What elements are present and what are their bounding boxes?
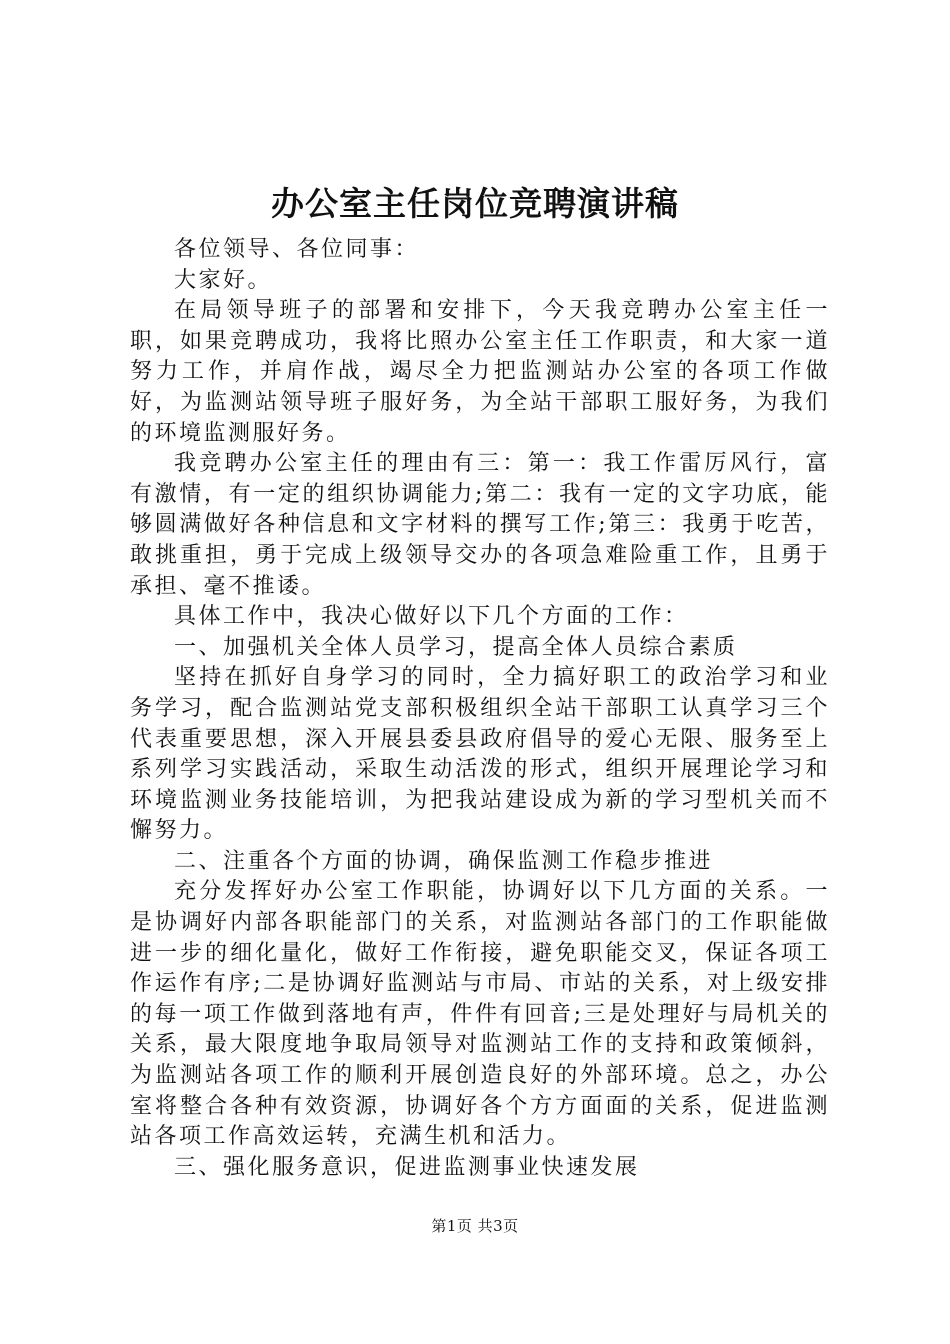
paragraph-section-1: 坚持在抓好自身学习的同时，全力搞好职工的政治学习和业务学习，配合监测站党支部积极组织全站干部职工认真学习三个代表重要思想，深入开展县委县政府倡导的爱心无限、服务至上系列学习实践活动，采取生动活泼的形式，组织开展理论学习和环境监测业务技能培训，为把我站建设成为新的学习型机关而不懈努力。	[130, 665, 830, 844]
paragraph-salutation: 各位领导、各位同事：	[174, 237, 420, 262]
page-number-footer: 第1页 共3页	[431, 1217, 519, 1235]
document-body	[130, 235, 830, 1183]
section-heading-2: 二、注重各个方面的协调，确保监测工作稳步推进	[174, 848, 714, 874]
document-title: 办公室主任岗位竞聘演讲稿	[271, 184, 679, 223]
section-heading-3: 三、强化服务意识，促进监测事业快速发展	[174, 1154, 640, 1180]
paragraph-section-2: 充分发挥好办公室工作职能，协调好以下几方面的关系。一是协调好内部各职能部门的关系，对监测站各部门的工作职能做进一步的细化量化，做好工作衔接，避免职能交叉，保证各项工作运作有序;二是协调好监测站与市局、市站的关系，对上级安排的每一项工作做到落地有声，件件有回音;三是处理好与局机关的关系，最大限度地争取局领导对监测站工作的支持和政策倾斜，为监测站各项工作的顺利开展创造良好的外部环境。总之，办公室将整合各种有效资源，协调好各个方方面面的关系，促进监测站各项工作高效运转，充满生机和活力。	[130, 879, 830, 1150]
paragraph-intro: 在局领导班子的部署和安排下，今天我竞聘办公室主任一职，如果竞聘成功，我将比照办公室主任工作职责，和大家一道努力工作，并肩作战，竭尽全力把监测站办公室的各项工作做好，为监测站领导班子服好务，为全站干部职工服好务，为我们的环境监测服好务。	[130, 298, 830, 446]
paragraph-greeting: 大家好。	[174, 267, 273, 293]
section-heading-1: 一、加强机关全体人员学习，提高全体人员综合素质	[174, 634, 738, 660]
paragraph-reasons: 我竞聘办公室主任的理由有三：第一：我工作雷厉风行，富有激情，有一定的组织协调能力;第二：我有一定的文字功底，能够圆满做好各种信息和文字材料的撰写工作;第三：我勇于吃苦，敢挑重担，勇于完成上级领导交办的各项急难险重工作，且勇于承担、毫不推诿。	[130, 451, 830, 599]
paragraph-work-plan: 具体工作中，我决心做好以下几个方面的工作：	[174, 604, 689, 630]
